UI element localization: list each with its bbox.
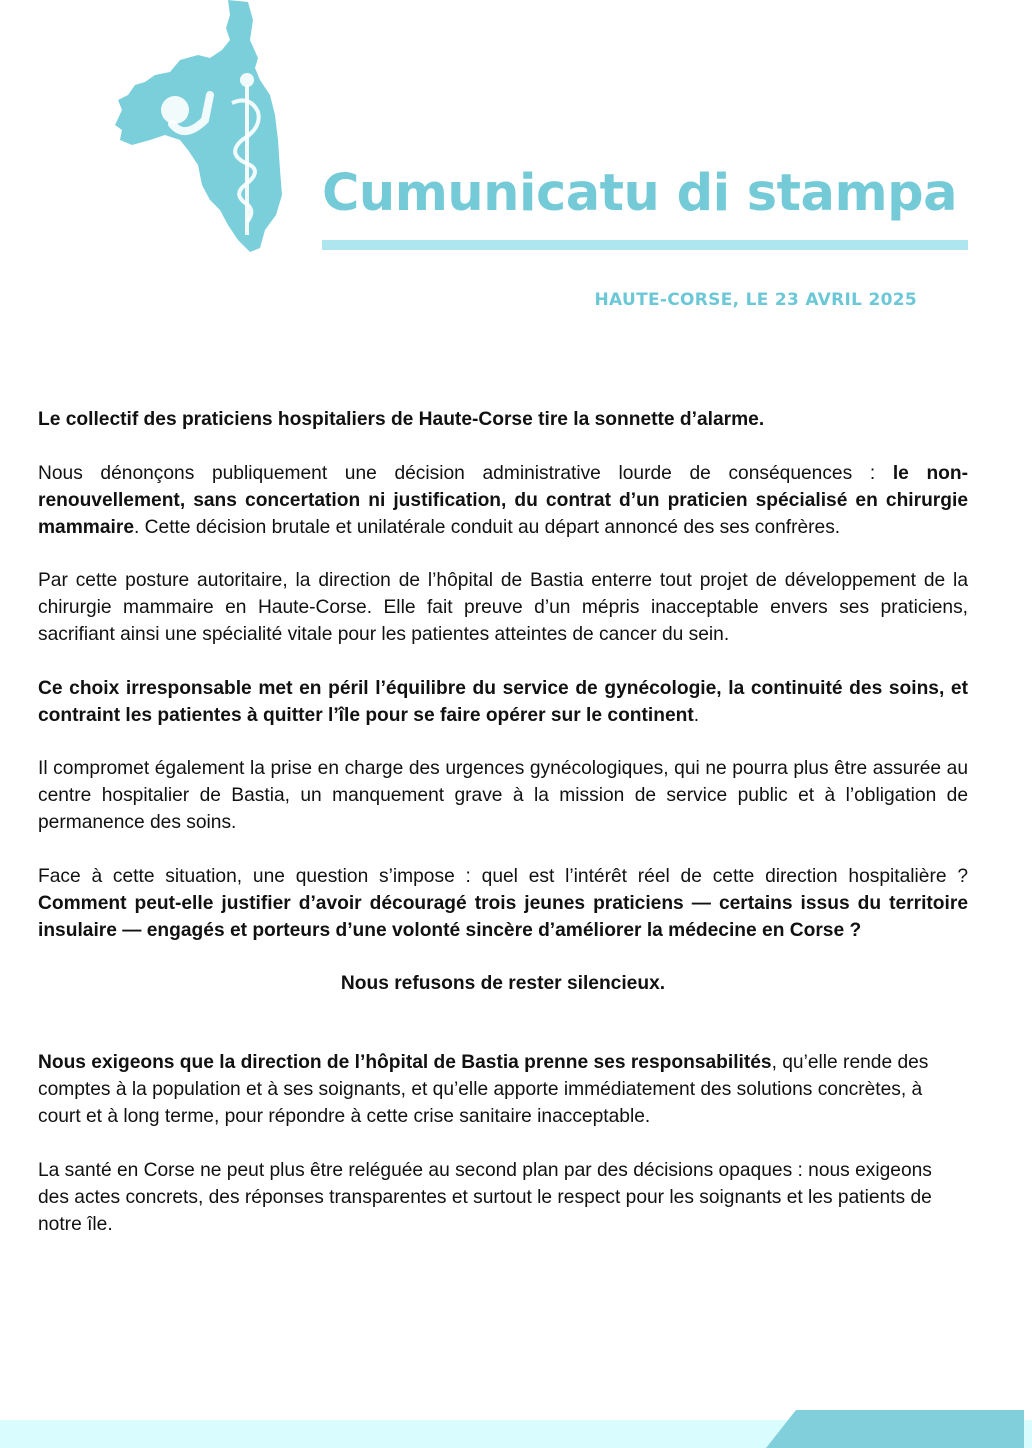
paragraph-3	[38, 675, 968, 729]
p1-tail: . Cette décision brutale et unilatérale conduit au départ annoncé des ses confrères.	[134, 516, 841, 538]
p7-bold: Nous exigeons que la direction de l’hôpital de Bastia prenne ses responsabilités	[38, 1052, 772, 1073]
p3-tail: .	[693, 704, 700, 726]
paragraph-7	[38, 1049, 968, 1130]
title-underline	[322, 240, 968, 250]
p6-bold: Nous refusons de rester silencieux.	[340, 973, 666, 994]
p1-text: Nous dénonçons publiquement une décision administrative lourde de conséquences :	[38, 462, 893, 484]
paragraph-6	[38, 970, 968, 997]
page-title: Cumunicatu di stampa	[322, 164, 958, 223]
paragraph-5	[38, 863, 968, 944]
paragraph-2: Par cette posture autoritaire, la direction de l’hôpital de Bastia enterre tout projet de développement de la chirurgie mammaire en Haute-Corse. Elle fait preuve d’un mépris inacceptable envers ses praticiens, sacrifiant ainsi une spécialité vitale pour les patientes atteintes de cancer du sein.	[38, 570, 968, 645]
footer-accent-shape	[734, 1410, 1024, 1448]
paragraph-4: Il compromet également la prise en charge des urgences gynécologiques, qui ne pourra plus être assurée au centre hospitalier de Bastia, un manquement grave à la mission de service public et à l’obligation de permanence des soins.	[38, 758, 968, 833]
p7-tail: , qu’elle rende des comptes à la population et à ses soignants, et qu’elle apporte immédiatement des solutions concrètes, à court et à long terme, pour répondre à cette crise sanitaire inacceptable.	[38, 1052, 929, 1127]
press-release-body	[38, 406, 968, 1264]
paragraph-8: La santé en Corse ne peut plus être reléguée au second plan par des décisions opaques : nous exigeons des actes concrets, des réponses transparentes et surtout le respect pour les soignants et les patients de notre île.	[38, 1159, 932, 1235]
dateline: HAUTE-CORSE, LE 23 AVRIL 2025	[594, 290, 917, 310]
intro-paragraph	[38, 406, 968, 433]
p3-bold: Ce choix irresponsable met en péril l’équilibre du service de gynécologie, la continuité des soins, et contraint les patientes à quitter l’île pour se faire opérer sur le continent	[38, 677, 968, 726]
p1-bold: le non-renouvellement, sans concertation ni justification, du contrat d’un praticien spécialisé en chirurgie mammaire	[38, 462, 969, 538]
corsica-caduceus-logo-icon	[110, 0, 285, 255]
paragraph-1	[38, 460, 968, 541]
p5-text: Face à cette situation, une question s’impose : quel est l’intérêt réel de cette direction hospitalière ?	[38, 865, 968, 887]
intro-text: Le collectif des praticiens hospitaliers de Haute-Corse tire la sonnette d’alarme.	[38, 409, 765, 430]
p5-bold: Comment peut-elle justifier d’avoir découragé trois jeunes praticiens — certains issus du territoire insulaire — engagés et porteurs d’une volonté sincère d’améliorer la médecine en Corse ?	[38, 892, 968, 941]
